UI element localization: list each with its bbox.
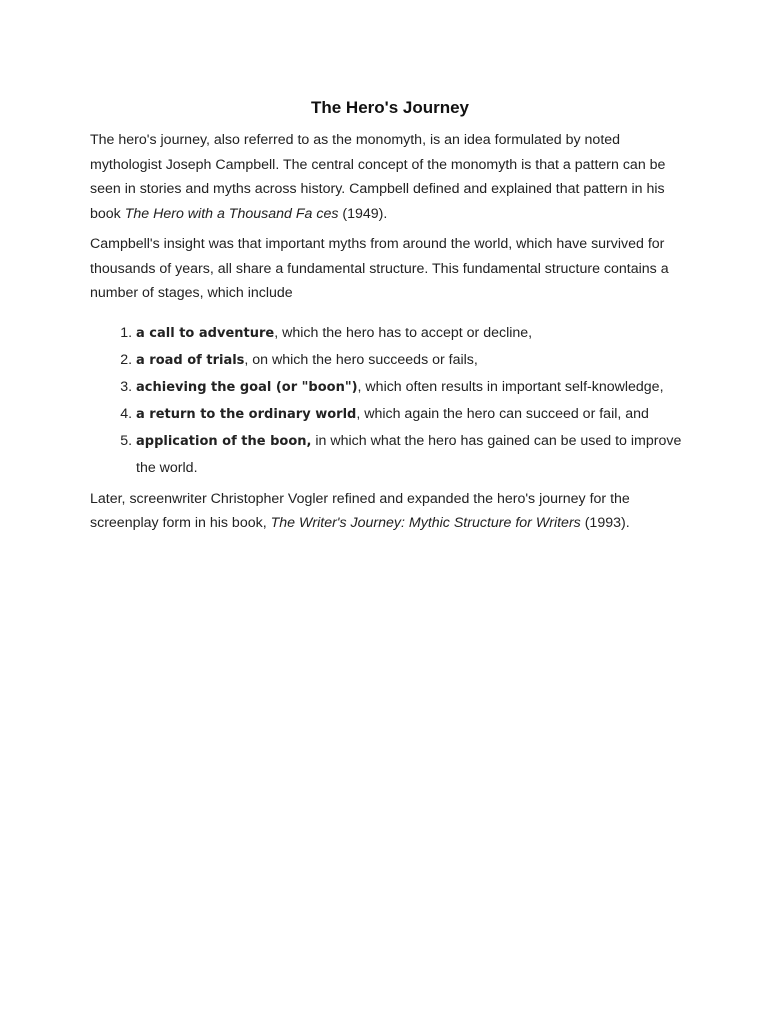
intro-year: (1949). [338, 205, 388, 222]
intro-paragraph [90, 128, 690, 226]
stage-text: , on which the hero succeeds or fails, [244, 351, 478, 368]
campbell-book-title: The Hero with a Thousand Fa ces [124, 205, 339, 222]
stage-lead: a return to the ordinary world [136, 406, 357, 422]
list-item [136, 428, 690, 481]
list-item [136, 347, 690, 374]
insight-paragraph: Campbell's insight was that important myths from around the world, which have survived for thousands of years, all share a fundamental structure. This fundamental structure contains a number of stages, which include [90, 236, 669, 301]
stage-text: , which often results in important self-knowledge, [357, 378, 664, 395]
stage-lead: application of the boon, [136, 433, 312, 449]
stage-lead: achieving the goal (or "boon") [136, 379, 358, 395]
list-item [136, 374, 690, 401]
stage-lead: a road of trials [136, 352, 245, 368]
stage-text: in which what the hero has gained can be used to improve the world. [136, 432, 682, 476]
list-item [136, 401, 690, 428]
document-title: The Hero's Journey [310, 98, 470, 117]
document-page [90, 96, 690, 542]
vogler-text: Later, screenwriter Christopher Vogler refined and expanded the hero's journey for the screenplay form in his book, [90, 490, 630, 531]
stage-text: , which the hero has to accept or decline, [274, 324, 533, 341]
intro-text: The hero's journey, also referred to as the monomyth, is an idea formulated by noted mythologist Joseph Campbell. The central concept of the monomyth is that a pattern can be seen in stories and myths across history. Campbell defined and explained that pattern in his book [90, 132, 666, 222]
stage-lead: a call to adventure [136, 325, 275, 341]
vogler-paragraph [90, 487, 690, 536]
list-item [136, 320, 690, 347]
stage-text: , which again the hero can succeed or fail, and [356, 405, 649, 422]
vogler-year: (1993). [580, 515, 630, 531]
vogler-book-title: The Writer's Journey: Mythic Structure for Writers [270, 515, 581, 531]
stages-list [90, 320, 690, 481]
